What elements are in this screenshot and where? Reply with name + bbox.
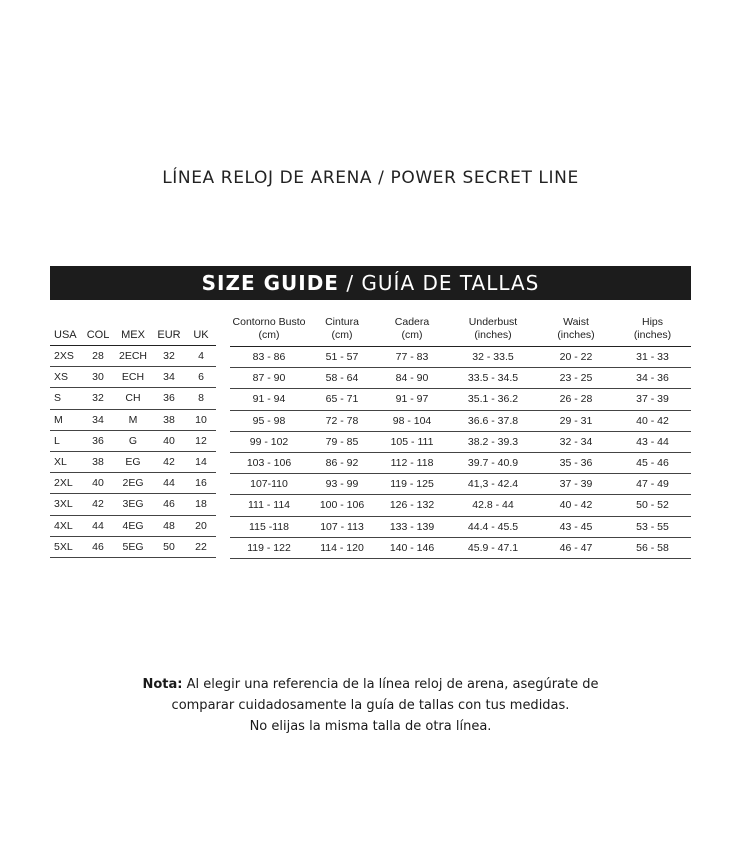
cell-eur: 46: [152, 494, 186, 515]
cell-hips: 37 - 39: [614, 389, 691, 410]
cell-underbust: 44.4 - 45.5: [448, 516, 538, 537]
right-header-row: [230, 310, 691, 347]
cell-col: 36: [82, 430, 114, 451]
cell-hips: 34 - 36: [614, 368, 691, 389]
cell-eur: 44: [152, 473, 186, 494]
cell-waist: 35 - 36: [538, 452, 614, 473]
table-row: [50, 367, 216, 388]
cell-usa: 3XL: [50, 494, 82, 515]
cell-mex: M: [114, 409, 152, 430]
cell-cadera: 126 - 132: [376, 495, 448, 516]
cell-underbust: 36.6 - 37.8: [448, 410, 538, 431]
cell-uk: 6: [186, 367, 216, 388]
cell-cintura: 114 - 120: [308, 537, 376, 558]
cell-underbust: 32 - 33.5: [448, 347, 538, 368]
table-row: [50, 515, 216, 536]
cell-usa: S: [50, 388, 82, 409]
cell-cintura: 107 - 113: [308, 516, 376, 537]
cell-waist: 37 - 39: [538, 474, 614, 495]
table-row: [230, 474, 691, 495]
cell-underbust: 33.5 - 34.5: [448, 368, 538, 389]
table-row: [50, 494, 216, 515]
header-unit: (cm): [331, 329, 353, 341]
cell-contorno-busto: 87 - 90: [230, 368, 308, 389]
measurements-table: [230, 310, 691, 559]
cell-cadera: 133 - 139: [376, 516, 448, 537]
cell-underbust: 41,3 - 42.4: [448, 474, 538, 495]
cell-underbust: 38.2 - 39.3: [448, 431, 538, 452]
header-unit: (inches): [474, 329, 512, 341]
cell-mex: G: [114, 430, 152, 451]
size-guide-banner: [50, 266, 691, 300]
cell-contorno-busto: 119 - 122: [230, 537, 308, 558]
cell-uk: 10: [186, 409, 216, 430]
cell-uk: 18: [186, 494, 216, 515]
cell-cintura: 58 - 64: [308, 368, 376, 389]
cell-col: 38: [82, 451, 114, 472]
cell-uk: 20: [186, 515, 216, 536]
cell-uk: 16: [186, 473, 216, 494]
header-label: Cintura: [325, 316, 359, 328]
header-cintura: [308, 310, 376, 347]
cell-waist: 20 - 22: [538, 347, 614, 368]
cell-uk: 22: [186, 536, 216, 557]
cell-contorno-busto: 91 - 94: [230, 389, 308, 410]
table-row: [50, 451, 216, 472]
header-unit: (cm): [258, 329, 280, 341]
cell-cadera: 112 - 118: [376, 452, 448, 473]
cell-cadera: 84 - 90: [376, 368, 448, 389]
cell-cintura: 72 - 78: [308, 410, 376, 431]
cell-eur: 40: [152, 430, 186, 451]
cell-col: 44: [82, 515, 114, 536]
header-label: Waist: [563, 316, 589, 328]
header-contorno-busto: [230, 310, 308, 347]
cell-col: 42: [82, 494, 114, 515]
table-row: [50, 473, 216, 494]
banner-rest-text: / GUÍA DE TALLAS: [338, 271, 540, 295]
cell-cintura: 100 - 106: [308, 495, 376, 516]
header-col: COL: [82, 310, 114, 346]
cell-hips: 53 - 55: [614, 516, 691, 537]
cell-eur: 36: [152, 388, 186, 409]
cell-mex: 2ECH: [114, 346, 152, 367]
cell-uk: 12: [186, 430, 216, 451]
cell-col: 34: [82, 409, 114, 430]
cell-col: 32: [82, 388, 114, 409]
cell-cadera: 98 - 104: [376, 410, 448, 431]
cell-mex: EG: [114, 451, 152, 472]
cell-usa: L: [50, 430, 82, 451]
cell-usa: XL: [50, 451, 82, 472]
cell-eur: 48: [152, 515, 186, 536]
cell-eur: 42: [152, 451, 186, 472]
note-line-1: Al elegir una referencia de la línea reloj de arena, asegúrate de: [182, 677, 599, 692]
cell-contorno-busto: 115 -118: [230, 516, 308, 537]
cell-underbust: 45.9 - 47.1: [448, 537, 538, 558]
table-row: [230, 347, 691, 368]
cell-usa: 2XL: [50, 473, 82, 494]
cell-eur: 50: [152, 536, 186, 557]
cell-waist: 23 - 25: [538, 368, 614, 389]
note-line-3: No elijas la misma talla de otra línea.: [249, 719, 492, 734]
table-row: [230, 495, 691, 516]
cell-cintura: 93 - 99: [308, 474, 376, 495]
cell-usa: 5XL: [50, 536, 82, 557]
table-row: [230, 389, 691, 410]
cell-uk: 8: [186, 388, 216, 409]
left-table-body: [50, 346, 216, 558]
cell-waist: 43 - 45: [538, 516, 614, 537]
cell-waist: 32 - 34: [538, 431, 614, 452]
cell-hips: 40 - 42: [614, 410, 691, 431]
table-row: [230, 368, 691, 389]
cell-eur: 34: [152, 367, 186, 388]
cell-usa: 4XL: [50, 515, 82, 536]
cell-mex: CH: [114, 388, 152, 409]
cell-cintura: 86 - 92: [308, 452, 376, 473]
cell-hips: 43 - 44: [614, 431, 691, 452]
table-row: [230, 431, 691, 452]
table-row: [50, 346, 216, 367]
header-hips: [614, 310, 691, 347]
header-label: Contorno Busto: [232, 316, 306, 328]
cell-mex: 2EG: [114, 473, 152, 494]
cell-mex: 3EG: [114, 494, 152, 515]
cell-usa: M: [50, 409, 82, 430]
cell-col: 40: [82, 473, 114, 494]
header-unit: (inches): [557, 329, 595, 341]
line-title: LÍNEA RELOJ DE ARENA / POWER SECRET LINE: [162, 168, 579, 188]
cell-waist: 26 - 28: [538, 389, 614, 410]
cell-cadera: 105 - 111: [376, 431, 448, 452]
cell-contorno-busto: 107-110: [230, 474, 308, 495]
table-row: [230, 537, 691, 558]
header-waist: [538, 310, 614, 347]
cell-contorno-busto: 103 - 106: [230, 452, 308, 473]
left-header-row: [50, 310, 216, 346]
cell-contorno-busto: 111 - 114: [230, 495, 308, 516]
cell-contorno-busto: 95 - 98: [230, 410, 308, 431]
cell-col: 28: [82, 346, 114, 367]
note-line-2: comparar cuidadosamente la guía de tallas con tus medidas.: [171, 698, 570, 713]
note: [0, 674, 741, 737]
cell-uk: 4: [186, 346, 216, 367]
table-row: [50, 409, 216, 430]
cell-underbust: 39.7 - 40.9: [448, 452, 538, 473]
table-row: [230, 410, 691, 431]
banner-strong-text: SIZE GUIDE: [201, 271, 339, 295]
cell-mex: ECH: [114, 367, 152, 388]
cell-hips: 31 - 33: [614, 347, 691, 368]
cell-eur: 38: [152, 409, 186, 430]
cell-contorno-busto: 99 - 102: [230, 431, 308, 452]
cell-cintura: 51 - 57: [308, 347, 376, 368]
header-label: Hips: [641, 316, 663, 328]
cell-underbust: 42.8 - 44: [448, 495, 538, 516]
table-row: [230, 452, 691, 473]
cell-underbust: 35.1 - 36.2: [448, 389, 538, 410]
cell-mex: 4EG: [114, 515, 152, 536]
cell-hips: 47 - 49: [614, 474, 691, 495]
right-table-body: [230, 347, 691, 559]
size-equivalence-table: [50, 310, 216, 558]
cell-usa: XS: [50, 367, 82, 388]
table-row: [50, 430, 216, 451]
header-usa: USA: [50, 310, 82, 346]
header-label: Underbust: [468, 316, 518, 328]
header-underbust: [448, 310, 538, 347]
header-cadera: [376, 310, 448, 347]
cell-waist: 40 - 42: [538, 495, 614, 516]
header-unit: (inches): [633, 329, 672, 341]
table-row: [50, 536, 216, 557]
cell-hips: 56 - 58: [614, 537, 691, 558]
table-row: [230, 516, 691, 537]
cell-mex: 5EG: [114, 536, 152, 557]
cell-waist: 29 - 31: [538, 410, 614, 431]
note-label: Nota:: [142, 677, 183, 692]
cell-cadera: 119 - 125: [376, 474, 448, 495]
header-unit: (cm): [401, 329, 423, 341]
cell-col: 30: [82, 367, 114, 388]
cell-cadera: 91 - 97: [376, 389, 448, 410]
cell-cintura: 79 - 85: [308, 431, 376, 452]
cell-contorno-busto: 83 - 86: [230, 347, 308, 368]
table-row: [50, 388, 216, 409]
cell-waist: 46 - 47: [538, 537, 614, 558]
cell-col: 46: [82, 536, 114, 557]
cell-hips: 50 - 52: [614, 495, 691, 516]
header-mex: MEX: [114, 310, 152, 346]
cell-cadera: 140 - 146: [376, 537, 448, 558]
cell-cadera: 77 - 83: [376, 347, 448, 368]
cell-hips: 45 - 46: [614, 452, 691, 473]
cell-eur: 32: [152, 346, 186, 367]
header-eur: EUR: [152, 310, 186, 346]
cell-usa: 2XS: [50, 346, 82, 367]
header-uk: UK: [186, 310, 216, 346]
header-label: Cadera: [394, 316, 430, 328]
cell-cintura: 65 - 71: [308, 389, 376, 410]
cell-uk: 14: [186, 451, 216, 472]
